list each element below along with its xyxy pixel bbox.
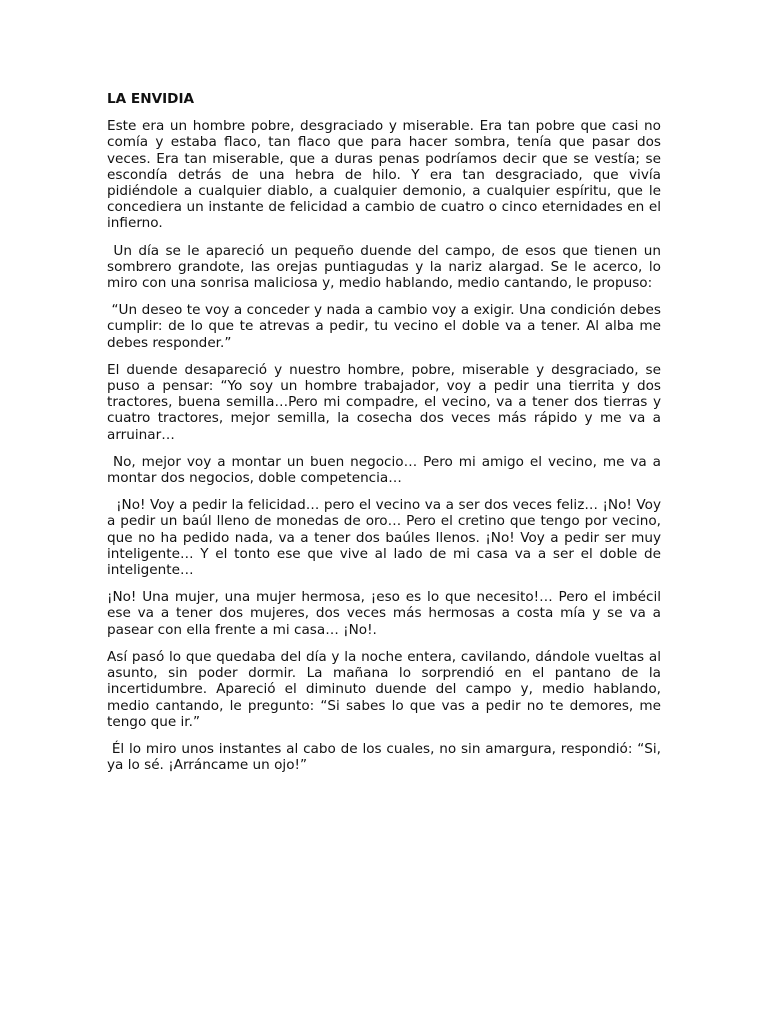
paragraph-1: Este era un hombre pobre, desgraciado y miserable. Era tan pobre que casi no comía y estaba flaco, tan flaco que para hacer sombra, tenía que pasar dos veces. Era tan miserable, que a duras penas podríamos decir que se vestía; se escondía detrás de una hebra de hilo. Y era tan desgraciado, que vivía pidiéndole a cualquier diablo, a cualquier demonio, a cualquier espíritu, que le concediera un instante de felicidad a cambio de cuatro o cinco eternidades en el infierno. xyxy=(107,118,666,232)
document-page xyxy=(107,91,666,784)
paragraph-5: No, mejor voy a montar un buen negocio… Pero mi amigo el vecino, me va a montar dos negocios, doble competencia… xyxy=(107,453,666,487)
paragraph-4: El duende desapareció y nuestro hombre, pobre, miserable y desgraciado, se puso a pensar: “Yo soy un hombre trabajador, voy a pedir una tierrita y dos tractores, buena semilla…Pero mi compadre, el vecino, va a tener dos tierras y cuatro tractores, mejor semilla, la cosecha dos veces más rápido y me va a arruinar… xyxy=(107,361,666,443)
document-title: LA ENVIDIA xyxy=(107,91,195,107)
paragraph-9: Él lo miro unos instantes al cabo de los cuales, no sin amargura, respondió: “Si, ya lo sé. ¡Arráncame un ojo!” xyxy=(107,740,666,774)
paragraph-2: Un día se le apareció un pequeño duende del campo, de esos que tienen un sombrero grandote, las orejas puntiagudas y la nariz alargad. Se le acerco, lo miro con una sonrisa maliciosa y, medio hablando, medio cantando, le propuso: xyxy=(107,242,666,292)
paragraph-8: Así pasó lo que quedaba del día y la noche entera, cavilando, dándole vueltas al asunto, sin poder dormir. La mañana lo sorprendió en el pantano de la incertidumbre. Apareció el diminuto duende del campo y, medio hablando, medio cantando, le pregunto: “Si sabes lo que vas a pedir no te demores, me tengo que ir.” xyxy=(107,648,666,730)
paragraph-7: ¡No! Una mujer, una mujer hermosa, ¡eso es lo que necesito!… Pero el imbécil ese va a tener dos mujeres, dos veces más hermosas a costa mía y se va a pasear con ella frente a mi casa… ¡No!. xyxy=(107,589,666,638)
paragraph-3: “Un deseo te voy a conceder y nada a cambio voy a exigir. Una condición debes cumplir: de lo que te atrevas a pedir, tu vecino el doble va a tener. Al alba me debes responder.” xyxy=(107,302,666,351)
paragraph-6: ¡No! Voy a pedir la felicidad… pero el vecino va a ser dos veces feliz… ¡No! Voy a pedir un baúl lleno de monedas de oro… Pero el cretino que tengo por vecino, que no ha pedido nada, va a tener dos baúles llenos. ¡No! Voy a pedir ser muy inteligente… Y el tonto ese que vive al lado de mi casa va a ser el doble de inteligente… xyxy=(107,497,666,579)
